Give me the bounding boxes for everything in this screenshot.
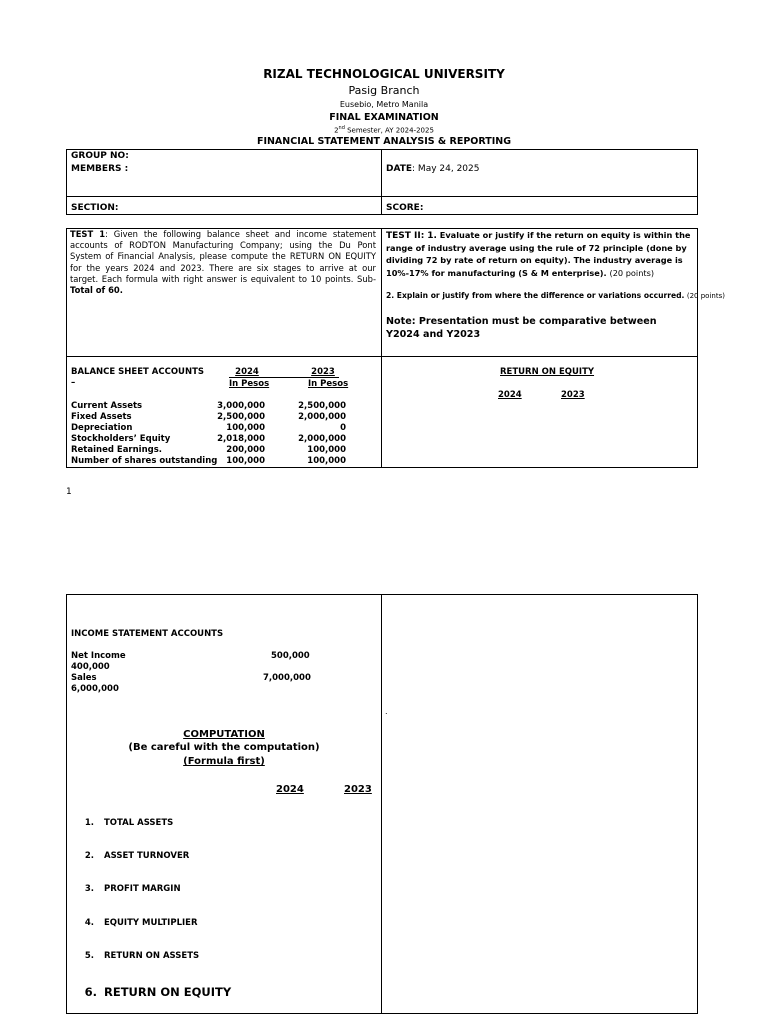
bs-unit-2024: In Pesos xyxy=(229,379,270,389)
test2-question1: TEST II: 1. Evaluate or justify if the return on equity is within the range of industry average using the rule of 72 principle (done by dividing 72 by rate of return on equity). The industry average is 10%-17% for manufacturing (S & M enterprise). (20 points) xyxy=(386,230,691,278)
roe-title: RETURN ON EQUITY xyxy=(500,367,595,377)
right-panel-dot: . xyxy=(385,707,388,716)
computation-divider xyxy=(381,594,382,1014)
branch-name: Pasig Branch xyxy=(348,84,420,97)
computation-year-2024: 2024 xyxy=(276,784,304,795)
page-number: 1 xyxy=(66,487,72,497)
roe-year-2024: 2024 xyxy=(498,390,522,400)
course-title: FINANCIAL STATEMENT ANALYSIS & REPORTING xyxy=(256,136,512,147)
bs-year-2023: 2023 xyxy=(311,367,335,377)
balance-sheet-title: BALANCE SHEET ACCOUNTS xyxy=(71,367,204,377)
test2-note: Note: Presentation must be comparative between Y2024 and Y2023 xyxy=(386,316,657,340)
score-label: SCORE: xyxy=(386,203,424,213)
bs-year-underline xyxy=(229,377,339,378)
bs-row: Number of shares outstanding 100,000 100,000 xyxy=(71,456,346,466)
bs-year-2024: 2024 xyxy=(235,367,259,377)
date-field: DATE: May 24, 2025 xyxy=(386,164,480,174)
net-income-2024: 500,000 xyxy=(271,651,310,661)
test2-question2: 2. Explain or justify from where the difference or variations occurred. (20 points) xyxy=(386,291,725,300)
net-income-label: Net Income xyxy=(71,651,126,661)
semester-line: 2nd Semester, AY 2024-2025 xyxy=(334,125,434,135)
university-title: RIZAL TECHNOLOGICAL UNIVERSITY xyxy=(263,67,505,81)
income-statement-title: INCOME STATEMENT ACCOUNTS xyxy=(71,629,224,639)
roe-year-2023: 2023 xyxy=(561,390,585,400)
test-divider xyxy=(381,228,382,468)
sales-2023: 6,000,000 xyxy=(71,684,119,694)
sales-2024: 7,000,000 xyxy=(263,673,311,683)
computation-year-2023: 2023 xyxy=(344,784,372,795)
sales-label: Sales xyxy=(71,673,97,683)
exam-title: FINAL EXAMINATION xyxy=(329,112,439,123)
bs-row: Depreciation 100,000 0 xyxy=(71,423,346,433)
bs-row: Current Assets 3,000,000 2,500,000 xyxy=(71,401,346,411)
bs-unit-2023: In Pesos xyxy=(308,379,349,389)
info-box xyxy=(66,149,698,215)
members-label: MEMBERS : xyxy=(71,164,129,174)
test-row-divider xyxy=(66,356,698,357)
address: Eusebio, Metro Manila xyxy=(339,100,429,109)
bs-row: Fixed Assets 2,500,000 2,000,000 xyxy=(71,412,346,422)
bs-row: Retained Earnings. 200,000 100,000 xyxy=(71,445,346,455)
computation-formula: (Formula first) xyxy=(183,756,265,767)
section-label: SECTION: xyxy=(71,203,119,213)
net-income-2023: 400,000 xyxy=(71,662,110,672)
bs-row: Stockholders’ Equity 2,018,000 2,000,000 xyxy=(71,434,346,444)
info-row-divider xyxy=(66,196,698,197)
info-divider xyxy=(381,149,382,215)
balance-sheet-dash: – xyxy=(71,378,76,388)
computation-careful: (Be careful with the computation) xyxy=(128,742,320,753)
group-no-label: GROUP NO: xyxy=(71,151,129,161)
test1-instructions: TEST 1: Given the following balance sheet and income statement accounts of RODTON Manufacturing Company; using the Du Pont System of Financial Analysis, please compute the RETURN ON EQUITY for the years 2024 and 2023. There are six stages to arrive at our target. Each formula with right answer is equivalent to 10 points. Sub-Total of 60. xyxy=(70,229,376,296)
computation-title: COMPUTATION xyxy=(183,729,265,740)
